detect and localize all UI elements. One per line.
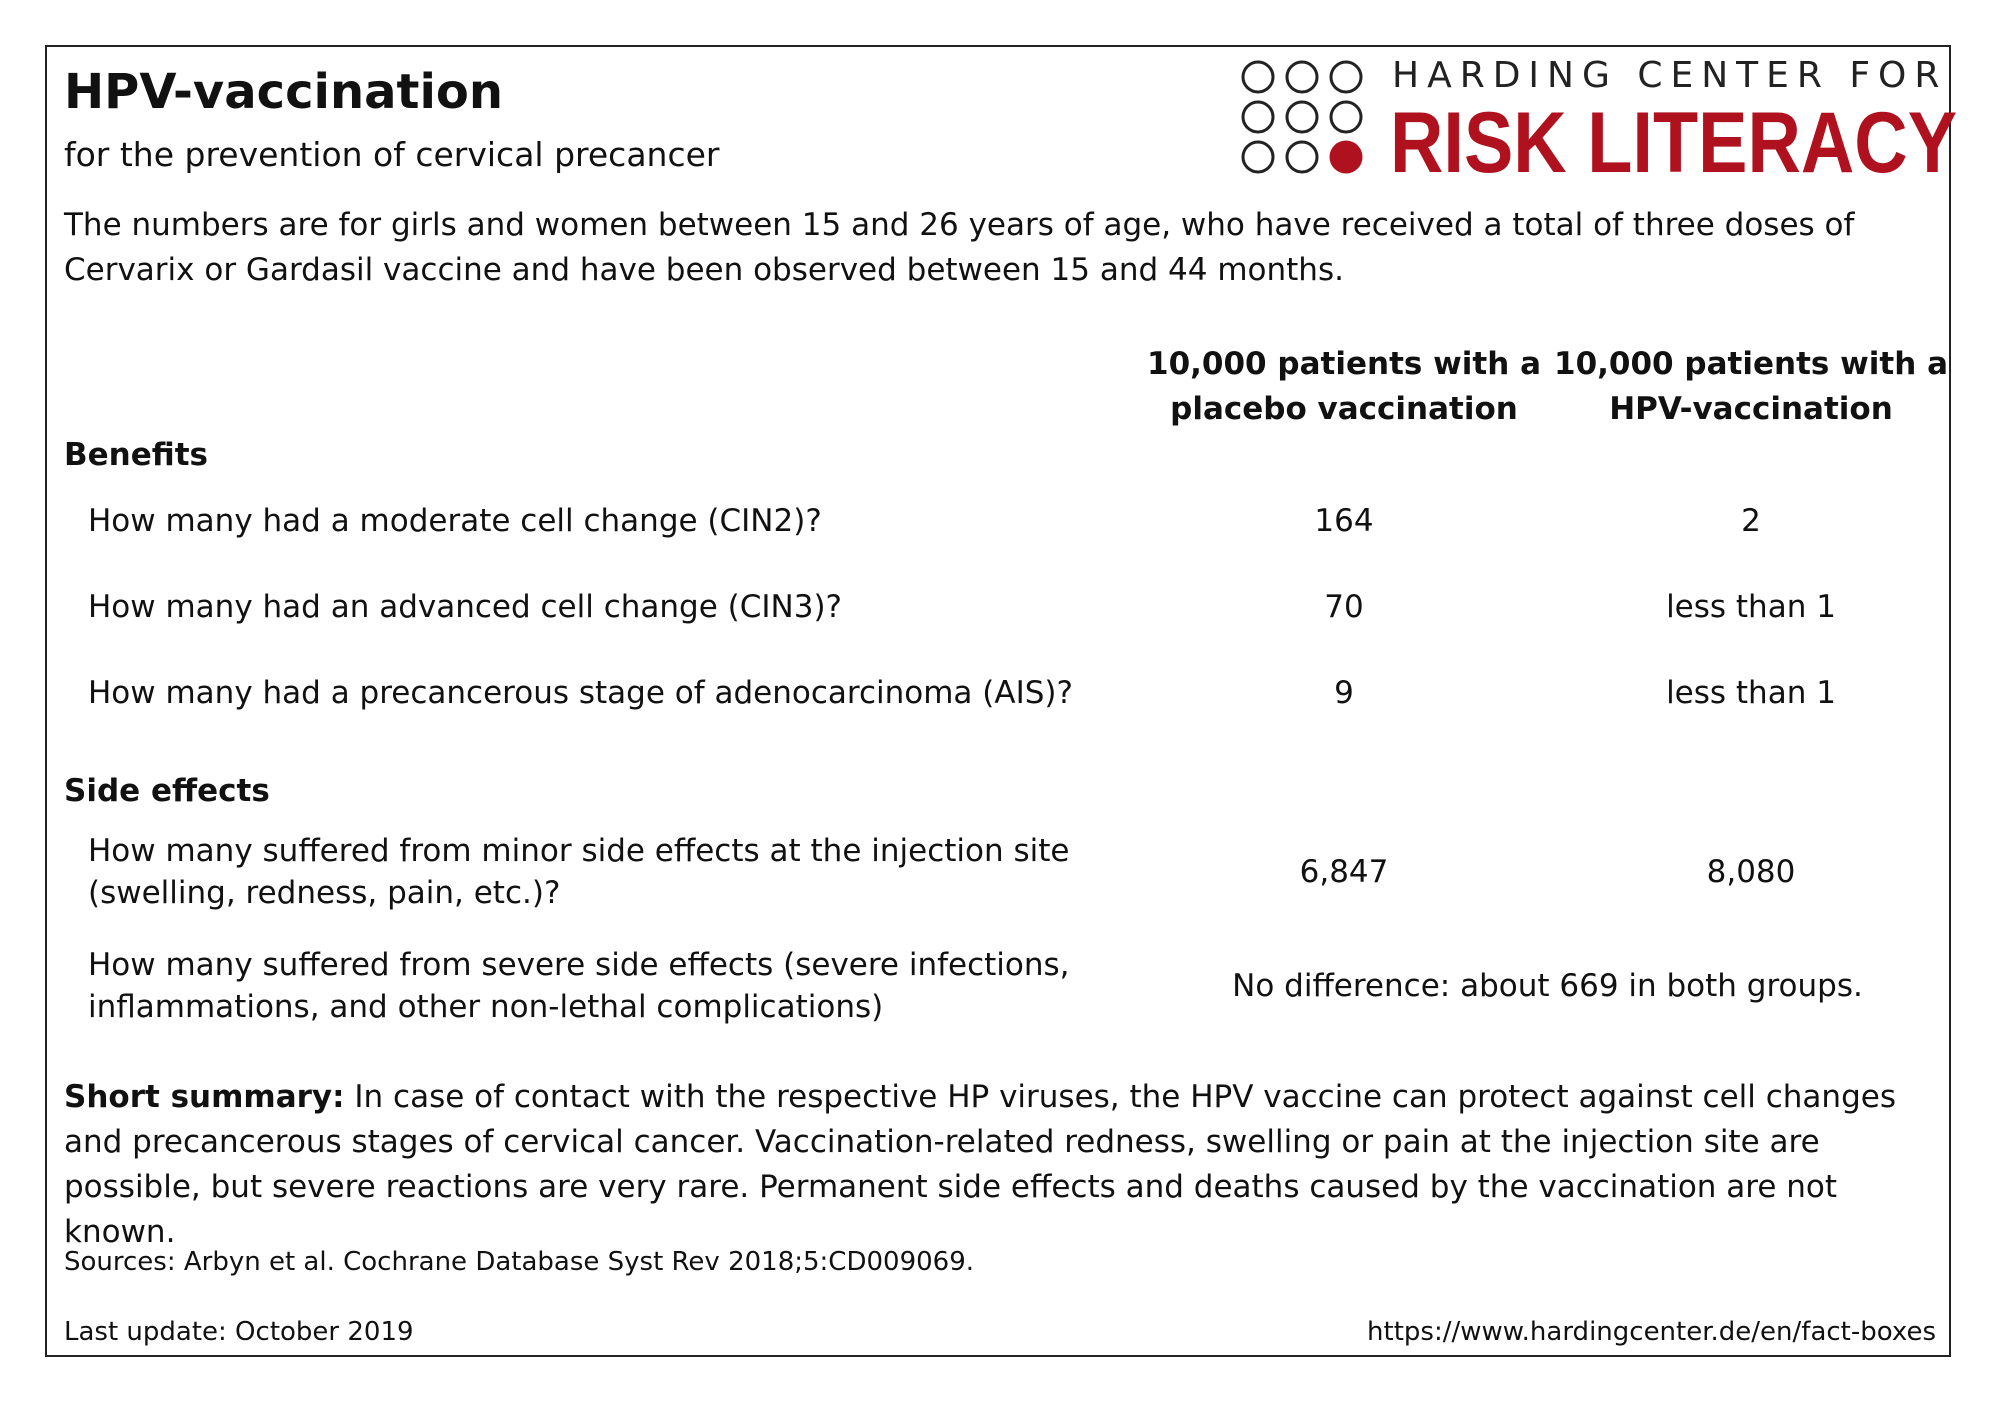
side-effect-placebo-minor: 6,847 xyxy=(1299,854,1389,890)
harding-center-logo xyxy=(1240,55,1958,191)
logo-text-main: RISK LITERACY xyxy=(1390,95,1958,191)
benefit-placebo-cin3: 70 xyxy=(1324,589,1364,625)
column-header-hpv xyxy=(1546,342,1956,432)
side-effect-question-severe-line1: How many suffered from severe side effects (severe infections, xyxy=(88,947,1070,983)
short-summary xyxy=(64,1075,1944,1255)
benefit-hpv-cin3: less than 1 xyxy=(1666,589,1836,625)
column-header-hpv-line1: 10,000 patients with a xyxy=(1554,346,1948,382)
side-effect-question-minor-line2: (swelling, redness, pain, etc.)? xyxy=(88,875,561,911)
benefit-question-ais: How many had a precancerous stage of adenocarcinoma (AIS)? xyxy=(88,675,1073,711)
column-header-placebo xyxy=(1139,342,1549,432)
side-effect-question-severe-line2: inflammations, and other non-lethal complications) xyxy=(88,989,884,1025)
column-header-hpv-line2: HPV-vaccination xyxy=(1609,391,1893,427)
page-title: HPV-vaccination xyxy=(64,64,504,120)
intro-text: The numbers are for girls and women between 15 and 26 years of age, who have received a total of three doses of Cervarix or Gardasil vaccine and have been observed between 15 and 44 months. xyxy=(64,207,1855,288)
column-header-placebo-line1: 10,000 patients with a xyxy=(1147,346,1541,382)
side-effect-hpv-minor: 8,080 xyxy=(1706,854,1796,890)
side-effect-severe-combined: No difference: about 669 in both groups. xyxy=(1232,968,1863,1004)
side-effect-question-minor-line1: How many suffered from minor side effects at the injection site xyxy=(88,833,1070,869)
logo-text-top: HARDING CENTER FOR xyxy=(1392,55,1948,96)
benefits-heading: Benefits xyxy=(64,437,208,473)
logo-dots-icon xyxy=(1240,59,1380,174)
column-header-placebo-line2: placebo vaccination xyxy=(1170,391,1518,427)
benefit-question-cin3: How many had an advanced cell change (CIN3)? xyxy=(88,589,842,625)
benefit-placebo-ais: 9 xyxy=(1334,675,1354,711)
short-summary-text: In case of contact with the respective HP viruses, the HPV vaccine can protect against cell changes and precancerous stages of cervical cancer. Vaccination-related redness, swelling or pain at the injection site are possible, but severe reactions are very rare. Permanent side effects and deaths caused by the vaccination are not known. xyxy=(64,1079,1896,1250)
benefit-hpv-ais: less than 1 xyxy=(1666,675,1836,711)
side-effect-question-severe xyxy=(88,944,1168,1028)
sources-citation: Sources: Arbyn et al. Cochrane Database Syst Rev 2018;5:CD009069. xyxy=(64,1247,974,1277)
benefit-placebo-cin2: 164 xyxy=(1314,503,1374,539)
last-update: Last update: October 2019 xyxy=(64,1317,414,1347)
fact-boxes-url[interactable]: https://www.hardingcenter.de/en/fact-boxes xyxy=(1367,1317,1936,1347)
benefit-question-cin2: How many had a moderate cell change (CIN2)? xyxy=(88,503,822,539)
side-effect-question-minor xyxy=(88,830,1168,914)
benefit-hpv-cin2: 2 xyxy=(1741,503,1761,539)
short-summary-label: Short summary: xyxy=(64,1079,345,1115)
page-subtitle: for the prevention of cervical precancer xyxy=(64,135,720,174)
side-effects-heading: Side effects xyxy=(64,773,270,809)
